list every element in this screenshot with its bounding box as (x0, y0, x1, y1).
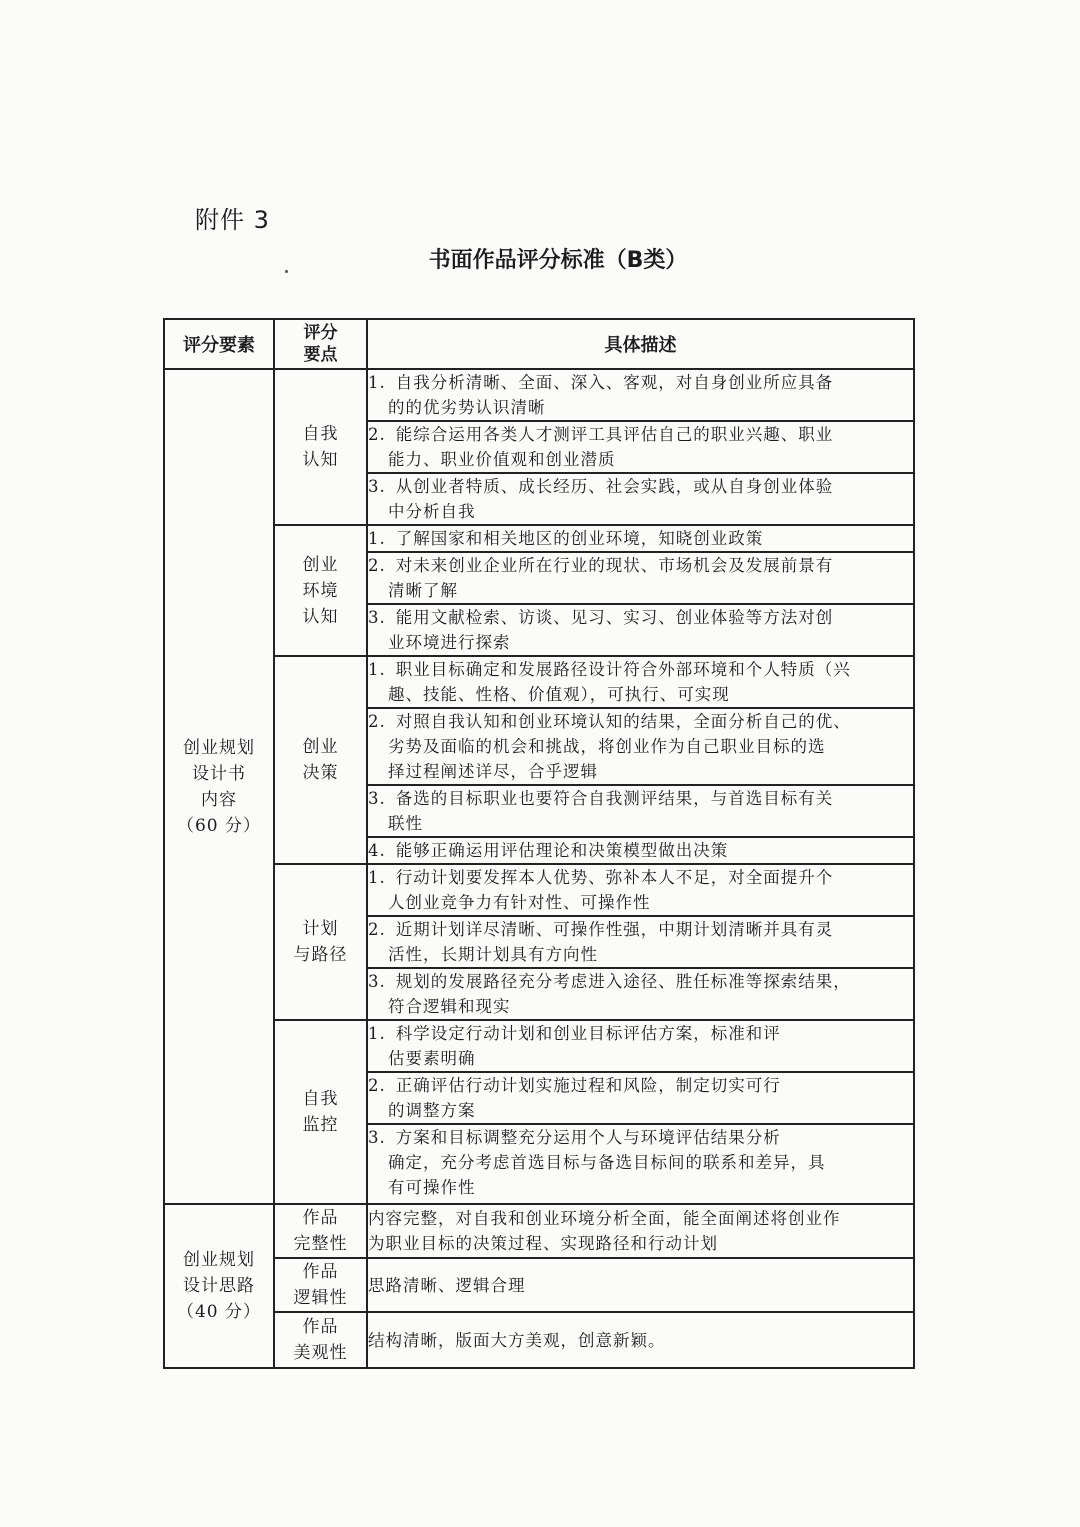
item-continuation: 联性 (388, 814, 423, 833)
item-number: 1. (368, 529, 386, 548)
item-continuation: 择过程阐述详尽，合乎逻辑 (388, 762, 598, 781)
document-title: 书面作品评分标准（B类） (428, 248, 688, 273)
table-row (164, 1020, 914, 1072)
item-text: 能综合运用各类人才测评工具评估自己的职业兴趣、职业 (395, 425, 834, 444)
factor-cell: 创业规划 设计书 内容 （60 分） (164, 369, 274, 1204)
description-line (368, 917, 913, 942)
description-line (368, 553, 913, 578)
description-cell (367, 837, 914, 864)
point-cell: 自我 监控 (274, 1020, 367, 1204)
description-line (368, 526, 913, 551)
table-row (164, 864, 914, 916)
description-cell (367, 525, 914, 552)
item-continuation: 的调整方案 (388, 1101, 476, 1120)
header-description: 具体描述 (367, 319, 914, 369)
item-number: 3. (368, 1128, 386, 1147)
item-text: 规划的发展路径充分考虑进入途径、胜任标准等探索结果， (395, 972, 851, 991)
table-row (164, 525, 914, 552)
item-text: 结构清晰，版面大方美观，创意新颖。 (368, 1330, 666, 1350)
description-cell (367, 968, 914, 1020)
item-text: 思路清晰、逻辑合理 (368, 1275, 526, 1295)
description-line (368, 474, 913, 499)
description-cell (367, 1020, 914, 1072)
description-cell (367, 708, 914, 785)
item-text: 了解国家和相关地区的创业环境，知晓创业政策 (395, 529, 764, 548)
item-continuation: 的的优劣势认识清晰 (388, 398, 546, 417)
description-cell (367, 1124, 914, 1204)
item-text: 科学设定行动计划和创业目标评估方案，标准和评 (395, 1024, 781, 1043)
item-text: 自我分析清晰、全面、深入、客观，对自身创业所应具备 (395, 373, 834, 392)
description-line (368, 838, 913, 863)
item-continuation: 劣势及面临的机会和挑战，将创业作为自己职业目标的选 (388, 737, 826, 756)
item-number: 2. (368, 425, 386, 444)
description-cell (367, 785, 914, 837)
item-text: 能用文献检索、访谈、见习、实习、创业体验等方法对创 (395, 608, 834, 627)
point-cell: 自我 认知 (274, 369, 367, 525)
item-number: 1. (368, 660, 386, 679)
item-text: 正确评估行动计划实施过程和风险，制定切实可行 (395, 1076, 781, 1095)
item-continuation: 清晰了解 (388, 581, 458, 600)
description-cell (367, 656, 914, 708)
item-continuation: 活性，长期计划具有方向性 (388, 945, 598, 964)
rubric-table (163, 318, 915, 1369)
item-continuation: 为职业目标的决策过程、实现路径和行动计划 (368, 1234, 718, 1253)
description-line (368, 422, 913, 447)
point-cell: 计划 与路径 (274, 864, 367, 1020)
description-cell (367, 864, 914, 916)
item-continuation: 确定，充分考虑首选目标与备选目标间的联系和差异，具 (388, 1153, 826, 1172)
description-cell (367, 1312, 914, 1368)
item-continuation: 能力、职业价值观和创业潜质 (388, 450, 616, 469)
description-cell (367, 1258, 914, 1312)
item-text: 能够正确运用评估理论和决策模型做出决策 (395, 841, 729, 860)
item-number: 3. (368, 608, 386, 627)
point-cell: 作品 完整性 (274, 1204, 367, 1258)
table-row (164, 1258, 914, 1312)
description-line (368, 657, 913, 682)
item-number: 1. (368, 373, 386, 392)
item-continuation: 符合逻辑和现实 (388, 997, 511, 1016)
item-text: 对照自我认知和创业环境认知的结果，全面分析自己的优、 (395, 712, 851, 731)
factor-cell: 创业规划 设计思路 （40 分） (164, 1204, 274, 1368)
point-cell: 创业 决策 (274, 656, 367, 864)
description-cell (367, 1204, 914, 1258)
item-text: 方案和目标调整充分运用个人与环境评估结果分析 (395, 1128, 781, 1147)
description-line (368, 1073, 913, 1098)
description-line (368, 605, 913, 630)
item-number: 2. (368, 920, 386, 939)
item-text: 对未来创业企业所在行业的现状、市场机会及发展前景有 (395, 556, 834, 575)
item-number: 3. (368, 477, 386, 496)
item-number: 2. (368, 556, 386, 575)
item-number: 3. (368, 972, 386, 991)
item-text: 备选的目标职业也要符合自我测评结果，与首选目标有关 (395, 789, 834, 808)
item-text: 近期计划详尽清晰、可操作性强，中期计划清晰并具有灵 (395, 920, 834, 939)
item-text: 内容完整，对自我和创业环境分析全面，能全面阐述将创业作 (368, 1209, 841, 1228)
table-row (164, 656, 914, 708)
table-row (164, 369, 914, 421)
description-line (368, 1206, 913, 1231)
item-number: 3. (368, 789, 386, 808)
description-line (368, 1021, 913, 1046)
item-text: 行动计划要发挥本人优势、弥补本人不足，对全面提升个 (395, 868, 834, 887)
description-cell (367, 421, 914, 473)
point-cell: 作品 美观性 (274, 1312, 367, 1368)
item-continuation: 估要素明确 (388, 1049, 476, 1068)
description-line (368, 1328, 913, 1353)
description-cell (367, 1072, 914, 1124)
description-line (368, 865, 913, 890)
description-cell (367, 552, 914, 604)
item-number: 4. (368, 841, 386, 860)
item-continuation: 趣、技能、性格、价值观），可执行、可实现 (388, 685, 730, 704)
item-text: 从创业者特质、成长经历、社会实践，或从自身创业体验 (395, 477, 834, 496)
item-number: 1. (368, 1024, 386, 1043)
item-number: 1. (368, 868, 386, 887)
header-point: 评分 要点 (274, 319, 367, 369)
table-row (164, 1312, 914, 1368)
description-line (368, 786, 913, 811)
table-header-row (164, 319, 914, 369)
description-cell (367, 473, 914, 525)
table-row (164, 1204, 914, 1258)
header-factor: 评分要素 (164, 319, 274, 369)
rubric-body (164, 369, 914, 1368)
description-cell (367, 604, 914, 656)
description-line (368, 1125, 913, 1150)
annex-label: 附件 3 (195, 206, 270, 234)
item-continuation: 业环境进行探索 (388, 633, 511, 652)
description-cell (367, 369, 914, 421)
item-continuation: 中分析自我 (388, 502, 476, 521)
description-line (368, 370, 913, 395)
description-line (368, 1273, 913, 1298)
item-number: 2. (368, 1076, 386, 1095)
scan-speck (285, 270, 288, 273)
item-number: 2. (368, 712, 386, 731)
point-cell: 作品 逻辑性 (274, 1258, 367, 1312)
item-text: 职业目标确定和发展路径设计符合外部环境和个人特质（兴 (395, 660, 851, 679)
description-line (368, 969, 913, 994)
description-line (368, 709, 913, 734)
item-continuation: 有可操作性 (388, 1178, 476, 1197)
description-cell (367, 916, 914, 968)
point-cell: 创业 环境 认知 (274, 525, 367, 656)
item-continuation: 人创业竞争力有针对性、可操作性 (388, 893, 651, 912)
